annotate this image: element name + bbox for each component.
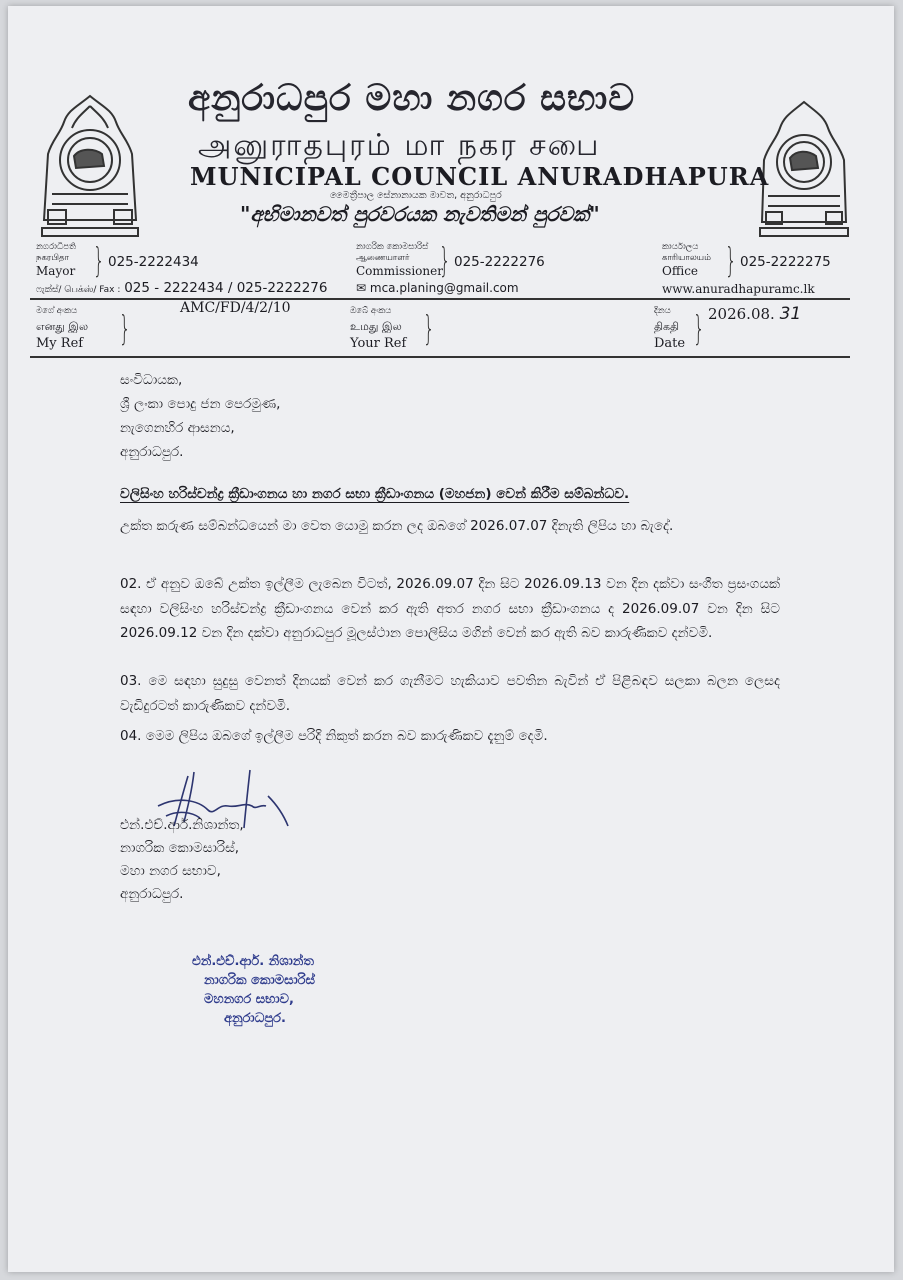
fax-numbers: 025 - 2222434 / 025-2222276 (124, 280, 328, 296)
header-divider-top (30, 298, 850, 300)
signatory-office: මහා නගර සභාව, (120, 863, 221, 879)
paragraph-4: 04. මෙම ලිපිය ඔබගේ ඉල්ලීම පරිදි නිකුත් කරන බව කාරුණිකව දැනුම් දෙමි. (120, 728, 548, 744)
mayor-label-tamil: நகரபிதா (36, 253, 70, 263)
fax-line (36, 280, 327, 296)
header-divider-bottom (30, 356, 850, 358)
signatory-city: අනුරාධපුර. (120, 886, 184, 902)
office-label-english: Office (662, 264, 699, 278)
emblem-left-icon (38, 92, 142, 240)
date-label-sinhala: දිනය (654, 306, 671, 316)
office-label-sinhala: කාර්යාලය (662, 242, 699, 252)
mayor-brace: } (92, 241, 105, 281)
council-address: මෛත්‍රීපාල සේනානායක මාවත, අනුරාධපුර (330, 190, 502, 201)
website-link[interactable]: www.anuradhapuramc.lk (662, 282, 815, 296)
paragraph-1: උක්ත කරුණ සම්බන්ධයෙන් මා වෙත යොමු කරන ලද ඔබගේ 2026.07.07 දිනැති ලිපිය හා බැදේ. (120, 518, 674, 534)
commissioner-label-tamil: ஆணையாளர் (356, 253, 410, 263)
letter-page (8, 6, 894, 1272)
council-name-english: MUNICIPAL COUNCIL ANURADHAPURA (190, 162, 770, 191)
your-ref-brace: } (422, 309, 435, 349)
commissioner-phone: 025-2222276 (454, 254, 545, 270)
signatory-title: නාගරික කොමසාරිස්, (120, 840, 240, 856)
office-brace: } (724, 241, 737, 281)
date-printed: 2026.08. (708, 305, 775, 323)
council-name-sinhala: අනුරාධපුර මහා නගර සභාව (188, 78, 636, 119)
office-phone: 025-2222275 (740, 254, 831, 270)
date-value (708, 304, 801, 324)
your-ref-label-english: Your Ref (350, 336, 407, 351)
my-ref-label-tamil: எனது இல (36, 320, 89, 333)
email-address[interactable]: mca.planing@gmail.com (369, 281, 519, 295)
date-brace: } (692, 309, 705, 349)
my-ref-label-english: My Ref (36, 336, 84, 351)
council-motto: "අභිමානවත් පුරවරයක නැවතිමන් පුරවක්" (240, 202, 600, 226)
council-name-tamil: அனுராதபுரம் மா நகர சபை (198, 128, 601, 163)
date-label-tamil: திகதி (654, 320, 680, 333)
fax-label: ෆැක්ස්/ பெக்ஸ்/ Fax : (36, 285, 121, 295)
commissioner-label-sinhala: නාගරික කොමසාරිස් (356, 242, 429, 252)
stamp-line-2: නාගරික කොමසාරිස් (204, 973, 315, 988)
signatory-name: එන්.එච්.ආර්.නිශාන්ත, (120, 817, 244, 833)
my-ref-value: AMC/FD/4/2/10 (180, 300, 291, 316)
emblem-right-icon (756, 98, 852, 238)
paragraph-3: 03. මෙ සඳහා සුදුසු වෙනත් දිනයක් වෙන් කර ගැනීමට හැකියාව පවතින බැවින් ඒ පිළිබඳව සලකා බලන ලෙසද වැඩිදුරටත් කාරුණිකව දන්වමි. (120, 673, 780, 714)
commissioner-brace: } (438, 241, 451, 281)
mayor-label-english: Mayor (36, 264, 76, 278)
date-label-english: Date (654, 336, 686, 351)
addressee-line-3: නැගෙනහිර ආසනය, (120, 420, 235, 436)
stamp-line-3: මහනගර සභාව, (204, 992, 294, 1007)
letter-subject: වලිසිංහ හරිස්චන්ද්‍ර ක්‍රීඩාංගනය හා නගර සභා ක්‍රීඩාංගනය (මහජන) වෙන් කිරීම සම්බන්ධව. (120, 486, 630, 502)
addressee-line-1: සංවිධායක, (120, 372, 183, 388)
your-ref-label-sinhala: ඔබේ අංකය (350, 306, 392, 316)
stamp-line-4: අනුරාධපුර. (224, 1011, 286, 1026)
office-label-tamil: காரியாலயம் (662, 253, 711, 263)
mayor-phone: 025-2222434 (108, 254, 199, 270)
commissioner-label-english: Commissioner (356, 264, 443, 278)
stamp-line-1: එන්.එච්.ආර්. නිශාන්ත (192, 954, 314, 969)
mayor-label-sinhala: නගරාධිපති (36, 242, 76, 252)
addressee-line-4: අනුරාධපුර. (120, 444, 184, 460)
my-ref-brace: } (118, 309, 131, 349)
paragraph-2: 02. ඒ අනුව ඔබේ උක්ත ඉල්ලීම ලැබෙන විටත්, 2026.09.07 දින සිට 2026.09.13 වන දින දක්වා සංගීත ප්‍රසංගයක් සඳහා වලිසිංහ හරිස්චන්ද්‍ර ක්‍රීඩාංගනය වෙන් කර ඇති අතර නගර සභා ක්‍රීඩාංගනය ද 2026.09.07 වන දින සිට 2026.09.12 වන දින දක්වා අනුරාධපුර මූලස්ථාන පොලිසිය මගින් වෙන් කර ඇති බව කාරුණිකව දන්වමි. (120, 576, 780, 641)
email-icon: ✉ (356, 281, 367, 295)
date-handwritten: 31 (779, 304, 802, 324)
email-line (356, 281, 519, 295)
your-ref-label-tamil: உமது இல (350, 320, 402, 333)
my-ref-label-sinhala: මගේ අංකය (36, 306, 78, 316)
addressee-line-2: ශ්‍රී ලංකා පොදු ජන පෙරමුණ, (120, 396, 281, 412)
